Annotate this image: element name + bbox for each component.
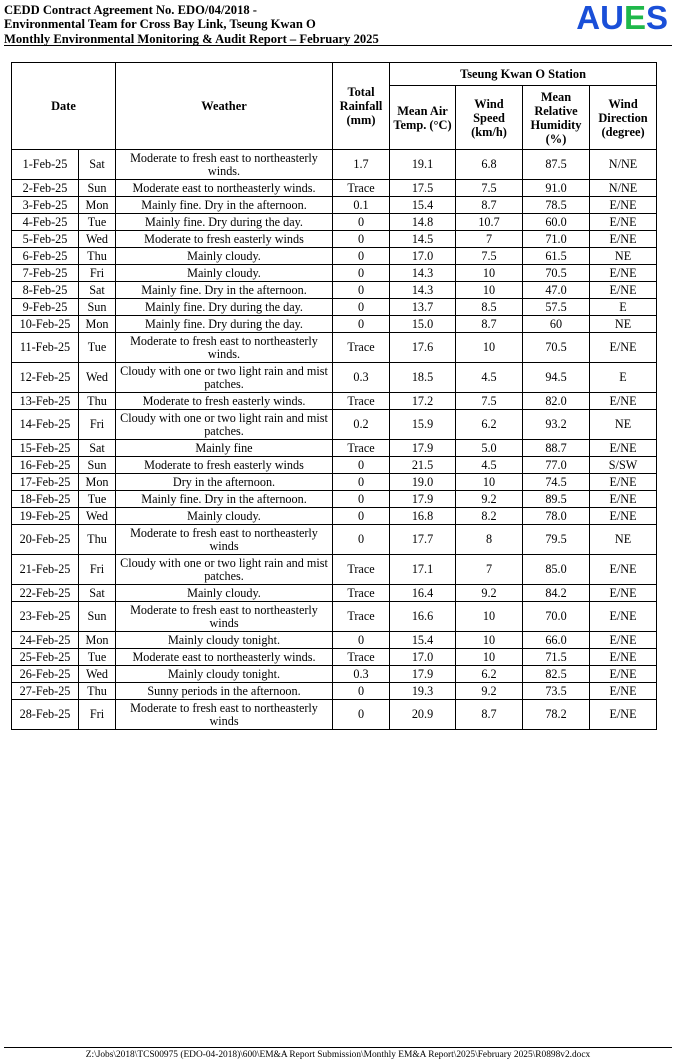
wind-direction-cell: E/NE <box>590 585 657 602</box>
weather-cell: Mainly cloudy tonight. <box>116 632 333 649</box>
date-cell: 27-Feb-25 <box>12 683 79 700</box>
wind-direction-cell: E/NE <box>590 683 657 700</box>
wind-direction-cell: E/NE <box>590 700 657 730</box>
humidity-cell: 94.5 <box>523 363 590 393</box>
table-row <box>12 440 657 457</box>
day-cell: Wed <box>79 508 116 525</box>
weather-cell: Moderate to fresh east to northeasterly winds. <box>116 333 333 363</box>
humidity-cell: 61.5 <box>523 248 590 265</box>
table-row <box>12 231 657 248</box>
day-cell: Thu <box>79 525 116 555</box>
temperature-cell: 18.5 <box>390 363 456 393</box>
weather-cell: Mainly fine. Dry in the afternoon. <box>116 282 333 299</box>
rainfall-cell: Trace <box>333 180 390 197</box>
date-cell: 18-Feb-25 <box>12 491 79 508</box>
header-station: Tseung Kwan O Station <box>390 63 657 86</box>
humidity-cell: 82.0 <box>523 393 590 410</box>
wind-speed-cell: 10 <box>456 649 523 666</box>
weather-cell: Mainly cloudy. <box>116 248 333 265</box>
temperature-cell: 17.9 <box>390 666 456 683</box>
rainfall-cell: 0.2 <box>333 410 390 440</box>
temperature-cell: 15.4 <box>390 632 456 649</box>
table-row <box>12 214 657 231</box>
wind-direction-cell: E/NE <box>590 197 657 214</box>
humidity-cell: 71.0 <box>523 231 590 248</box>
weather-cell: Mainly cloudy. <box>116 508 333 525</box>
table-row <box>12 649 657 666</box>
temperature-cell: 17.1 <box>390 555 456 585</box>
table-row <box>12 683 657 700</box>
day-cell: Mon <box>79 197 116 214</box>
date-cell: 28-Feb-25 <box>12 700 79 730</box>
date-cell: 4-Feb-25 <box>12 214 79 231</box>
weather-cell: Mainly fine. Dry in the afternoon. <box>116 197 333 214</box>
wind-direction-cell: E/NE <box>590 555 657 585</box>
table-row <box>12 491 657 508</box>
weather-cell: Dry in the afternoon. <box>116 474 333 491</box>
weather-cell: Cloudy with one or two light rain and mist patches. <box>116 410 333 440</box>
rainfall-cell: 0 <box>333 491 390 508</box>
day-cell: Thu <box>79 248 116 265</box>
weather-cell: Moderate to fresh easterly winds <box>116 231 333 248</box>
table-row <box>12 457 657 474</box>
aues-logo: AUES <box>576 0 668 36</box>
rainfall-cell: Trace <box>333 649 390 666</box>
day-cell: Wed <box>79 666 116 683</box>
temperature-cell: 17.2 <box>390 393 456 410</box>
wind-speed-cell: 7.5 <box>456 180 523 197</box>
weather-cell: Moderate to fresh east to northeasterly winds. <box>116 150 333 180</box>
humidity-cell: 71.5 <box>523 649 590 666</box>
table-row <box>12 602 657 632</box>
table-row <box>12 666 657 683</box>
header-wind-speed: Wind Speed (km/h) <box>456 86 523 150</box>
humidity-cell: 89.5 <box>523 491 590 508</box>
wind-speed-cell: 9.2 <box>456 491 523 508</box>
rainfall-cell: Trace <box>333 585 390 602</box>
file-path-footer: Z:\Jobs\2018\TCS00975 (EDO-04-2018)\600\EM&A Report Submission\Monthly EM&A Report\2025\February 2025\R0898v2.docx <box>4 1047 672 1061</box>
wind-direction-cell: N/NE <box>590 180 657 197</box>
wind-speed-cell: 7.5 <box>456 248 523 265</box>
weather-cell: Moderate to fresh east to northeasterly winds <box>116 602 333 632</box>
table-row <box>12 282 657 299</box>
wind-direction-cell: NE <box>590 410 657 440</box>
header-title-block <box>4 3 379 46</box>
table-row <box>12 700 657 730</box>
table-row <box>12 474 657 491</box>
weather-cell: Moderate east to northeasterly winds. <box>116 180 333 197</box>
humidity-cell: 93.2 <box>523 410 590 440</box>
wind-speed-cell: 8 <box>456 525 523 555</box>
wind-direction-cell: E/NE <box>590 602 657 632</box>
day-cell: Fri <box>79 700 116 730</box>
weather-cell: Mainly fine. Dry during the day. <box>116 299 333 316</box>
weather-cell: Mainly cloudy. <box>116 265 333 282</box>
weather-cell: Mainly fine. Dry during the day. <box>116 316 333 333</box>
table-row <box>12 508 657 525</box>
wind-direction-cell: NE <box>590 316 657 333</box>
temperature-cell: 14.3 <box>390 265 456 282</box>
day-cell: Mon <box>79 474 116 491</box>
wind-speed-cell: 6.2 <box>456 666 523 683</box>
date-cell: 16-Feb-25 <box>12 457 79 474</box>
date-cell: 6-Feb-25 <box>12 248 79 265</box>
table-row <box>12 150 657 180</box>
table-row <box>12 363 657 393</box>
rainfall-cell: 0 <box>333 508 390 525</box>
wind-speed-cell: 8.2 <box>456 508 523 525</box>
weather-cell: Moderate to fresh east to northeasterly winds <box>116 700 333 730</box>
humidity-cell: 91.0 <box>523 180 590 197</box>
day-cell: Wed <box>79 231 116 248</box>
rainfall-cell: 0 <box>333 299 390 316</box>
rainfall-cell: 1.7 <box>333 150 390 180</box>
wind-speed-cell: 10 <box>456 265 523 282</box>
humidity-cell: 88.7 <box>523 440 590 457</box>
table-body <box>12 150 657 730</box>
date-cell: 9-Feb-25 <box>12 299 79 316</box>
rainfall-cell: 0 <box>333 683 390 700</box>
temperature-cell: 17.5 <box>390 180 456 197</box>
humidity-cell: 47.0 <box>523 282 590 299</box>
humidity-cell: 82.5 <box>523 666 590 683</box>
temperature-cell: 15.9 <box>390 410 456 440</box>
rainfall-cell: Trace <box>333 555 390 585</box>
wind-direction-cell: E <box>590 299 657 316</box>
weather-cell: Mainly fine. Dry in the afternoon. <box>116 491 333 508</box>
wind-direction-cell: N/NE <box>590 150 657 180</box>
temperature-cell: 19.3 <box>390 683 456 700</box>
humidity-cell: 78.0 <box>523 508 590 525</box>
header-humidity: Mean Relative Humidity (%) <box>523 86 590 150</box>
rainfall-cell: 0 <box>333 282 390 299</box>
humidity-cell: 66.0 <box>523 632 590 649</box>
table-row <box>12 316 657 333</box>
day-cell: Tue <box>79 333 116 363</box>
temperature-cell: 19.1 <box>390 150 456 180</box>
rainfall-cell: 0.3 <box>333 363 390 393</box>
temperature-cell: 21.5 <box>390 457 456 474</box>
wind-speed-cell: 6.2 <box>456 410 523 440</box>
contract-line: CEDD Contract Agreement No. EDO/04/2018 - <box>4 3 258 17</box>
humidity-cell: 77.0 <box>523 457 590 474</box>
date-cell: 3-Feb-25 <box>12 197 79 214</box>
humidity-cell: 60.0 <box>523 214 590 231</box>
date-cell: 24-Feb-25 <box>12 632 79 649</box>
table-row <box>12 197 657 214</box>
wind-direction-cell: E/NE <box>590 649 657 666</box>
temperature-cell: 15.4 <box>390 197 456 214</box>
humidity-cell: 73.5 <box>523 683 590 700</box>
day-cell: Wed <box>79 363 116 393</box>
wind-speed-cell: 8.7 <box>456 700 523 730</box>
wind-direction-cell: E/NE <box>590 333 657 363</box>
weather-cell: Moderate to fresh east to northeasterly winds <box>116 525 333 555</box>
wind-direction-cell: E <box>590 363 657 393</box>
temperature-cell: 17.0 <box>390 649 456 666</box>
day-cell: Sat <box>79 585 116 602</box>
weather-cell: Mainly fine <box>116 440 333 457</box>
rainfall-cell: 0 <box>333 632 390 649</box>
wind-speed-cell: 10.7 <box>456 214 523 231</box>
date-cell: 12-Feb-25 <box>12 363 79 393</box>
temperature-cell: 17.7 <box>390 525 456 555</box>
rainfall-cell: Trace <box>333 393 390 410</box>
header-rainfall: Total Rainfall (mm) <box>333 63 390 150</box>
temperature-cell: 19.0 <box>390 474 456 491</box>
weather-cell: Cloudy with one or two light rain and mist patches. <box>116 555 333 585</box>
date-cell: 14-Feb-25 <box>12 410 79 440</box>
temperature-cell: 17.0 <box>390 248 456 265</box>
humidity-cell: 74.5 <box>523 474 590 491</box>
date-cell: 21-Feb-25 <box>12 555 79 585</box>
temperature-cell: 16.4 <box>390 585 456 602</box>
wind-speed-cell: 10 <box>456 474 523 491</box>
humidity-cell: 70.0 <box>523 602 590 632</box>
humidity-cell: 70.5 <box>523 333 590 363</box>
rainfall-cell: Trace <box>333 333 390 363</box>
date-cell: 5-Feb-25 <box>12 231 79 248</box>
rainfall-cell: 0 <box>333 525 390 555</box>
date-cell: 10-Feb-25 <box>12 316 79 333</box>
humidity-cell: 79.5 <box>523 525 590 555</box>
date-cell: 25-Feb-25 <box>12 649 79 666</box>
day-cell: Fri <box>79 410 116 440</box>
wind-direction-cell: E/NE <box>590 231 657 248</box>
wind-speed-cell: 10 <box>456 632 523 649</box>
date-cell: 11-Feb-25 <box>12 333 79 363</box>
rainfall-cell: 0 <box>333 248 390 265</box>
date-cell: 13-Feb-25 <box>12 393 79 410</box>
weather-cell: Mainly cloudy. <box>116 585 333 602</box>
table-row <box>12 525 657 555</box>
wind-speed-cell: 10 <box>456 602 523 632</box>
temperature-cell: 14.3 <box>390 282 456 299</box>
day-cell: Tue <box>79 214 116 231</box>
humidity-cell: 78.5 <box>523 197 590 214</box>
humidity-cell: 78.2 <box>523 700 590 730</box>
day-cell: Thu <box>79 683 116 700</box>
humidity-cell: 84.2 <box>523 585 590 602</box>
humidity-cell: 87.5 <box>523 150 590 180</box>
table-row <box>12 410 657 440</box>
wind-direction-cell: E/NE <box>590 393 657 410</box>
wind-direction-cell: NE <box>590 248 657 265</box>
rainfall-cell: 0 <box>333 457 390 474</box>
wind-speed-cell: 6.8 <box>456 150 523 180</box>
weather-cell: Moderate east to northeasterly winds. <box>116 649 333 666</box>
header-weather: Weather <box>116 63 333 150</box>
table-row <box>12 585 657 602</box>
table-row <box>12 555 657 585</box>
wind-speed-cell: 8.5 <box>456 299 523 316</box>
wind-speed-cell: 10 <box>456 282 523 299</box>
rainfall-cell: 0.1 <box>333 197 390 214</box>
date-cell: 23-Feb-25 <box>12 602 79 632</box>
table-row <box>12 333 657 363</box>
table-row <box>12 248 657 265</box>
day-cell: Sat <box>79 150 116 180</box>
day-cell: Tue <box>79 649 116 666</box>
wind-speed-cell: 10 <box>456 333 523 363</box>
day-cell: Tue <box>79 491 116 508</box>
wind-speed-cell: 5.0 <box>456 440 523 457</box>
humidity-cell: 57.5 <box>523 299 590 316</box>
day-cell: Fri <box>79 265 116 282</box>
wind-direction-cell: E/NE <box>590 491 657 508</box>
day-cell: Thu <box>79 393 116 410</box>
temperature-cell: 16.6 <box>390 602 456 632</box>
rainfall-cell: 0 <box>333 316 390 333</box>
wind-speed-cell: 7 <box>456 555 523 585</box>
wind-direction-cell: E/NE <box>590 666 657 683</box>
wind-speed-cell: 9.2 <box>456 585 523 602</box>
rainfall-cell: 0 <box>333 231 390 248</box>
wind-speed-cell: 8.7 <box>456 197 523 214</box>
weather-cell: Moderate to fresh easterly winds <box>116 457 333 474</box>
wind-speed-cell: 4.5 <box>456 457 523 474</box>
rainfall-cell: 0.3 <box>333 666 390 683</box>
temperature-cell: 17.9 <box>390 440 456 457</box>
rainfall-cell: Trace <box>333 602 390 632</box>
day-cell: Mon <box>79 632 116 649</box>
humidity-cell: 85.0 <box>523 555 590 585</box>
weather-cell: Mainly cloudy tonight. <box>116 666 333 683</box>
report-line: Monthly Environmental Monitoring & Audit Report – February 2025 <box>4 31 379 46</box>
wind-speed-cell: 4.5 <box>456 363 523 393</box>
table-row <box>12 632 657 649</box>
wind-direction-cell: E/NE <box>590 265 657 282</box>
document-header <box>4 2 672 46</box>
wind-speed-cell: 8.7 <box>456 316 523 333</box>
header-date: Date <box>12 63 116 150</box>
weather-cell: Mainly fine. Dry during the day. <box>116 214 333 231</box>
rainfall-cell: 0 <box>333 265 390 282</box>
rainfall-cell: 0 <box>333 474 390 491</box>
day-cell: Sat <box>79 282 116 299</box>
temperature-cell: 14.5 <box>390 231 456 248</box>
team-line: Environmental Team for Cross Bay Link, Tseung Kwan O <box>4 17 316 32</box>
wind-direction-cell: S/SW <box>590 457 657 474</box>
day-cell: Sun <box>79 180 116 197</box>
temperature-cell: 15.0 <box>390 316 456 333</box>
temperature-cell: 14.8 <box>390 214 456 231</box>
date-cell: 2-Feb-25 <box>12 180 79 197</box>
day-cell: Sat <box>79 440 116 457</box>
wind-direction-cell: E/NE <box>590 282 657 299</box>
day-cell: Mon <box>79 316 116 333</box>
table-row <box>12 180 657 197</box>
wind-direction-cell: NE <box>590 525 657 555</box>
wind-direction-cell: E/NE <box>590 474 657 491</box>
wind-direction-cell: E/NE <box>590 508 657 525</box>
date-cell: 17-Feb-25 <box>12 474 79 491</box>
date-cell: 19-Feb-25 <box>12 508 79 525</box>
date-cell: 15-Feb-25 <box>12 440 79 457</box>
wind-speed-cell: 7.5 <box>456 393 523 410</box>
date-cell: 20-Feb-25 <box>12 525 79 555</box>
table-row <box>12 265 657 282</box>
header-wind-direction: Wind Direction (degree) <box>590 86 657 150</box>
wind-speed-cell: 7 <box>456 231 523 248</box>
humidity-cell: 60 <box>523 316 590 333</box>
rainfall-cell: 0 <box>333 700 390 730</box>
humidity-cell: 70.5 <box>523 265 590 282</box>
wind-direction-cell: E/NE <box>590 214 657 231</box>
date-cell: 26-Feb-25 <box>12 666 79 683</box>
date-cell: 8-Feb-25 <box>12 282 79 299</box>
table-row <box>12 299 657 316</box>
wind-direction-cell: E/NE <box>590 440 657 457</box>
table-row <box>12 393 657 410</box>
date-cell: 22-Feb-25 <box>12 585 79 602</box>
wind-direction-cell: E/NE <box>590 632 657 649</box>
date-cell: 1-Feb-25 <box>12 150 79 180</box>
day-cell: Sun <box>79 299 116 316</box>
wind-speed-cell: 9.2 <box>456 683 523 700</box>
weather-table <box>11 62 657 730</box>
temperature-cell: 20.9 <box>390 700 456 730</box>
day-cell: Sun <box>79 602 116 632</box>
weather-cell: Sunny periods in the afternoon. <box>116 683 333 700</box>
date-cell: 7-Feb-25 <box>12 265 79 282</box>
temperature-cell: 16.8 <box>390 508 456 525</box>
day-cell: Sun <box>79 457 116 474</box>
temperature-cell: 13.7 <box>390 299 456 316</box>
day-cell: Fri <box>79 555 116 585</box>
rainfall-cell: 0 <box>333 214 390 231</box>
header-temp: Mean Air Temp. (°C) <box>390 86 456 150</box>
rainfall-cell: Trace <box>333 440 390 457</box>
weather-cell: Moderate to fresh easterly winds. <box>116 393 333 410</box>
weather-cell: Cloudy with one or two light rain and mist patches. <box>116 363 333 393</box>
temperature-cell: 17.9 <box>390 491 456 508</box>
temperature-cell: 17.6 <box>390 333 456 363</box>
